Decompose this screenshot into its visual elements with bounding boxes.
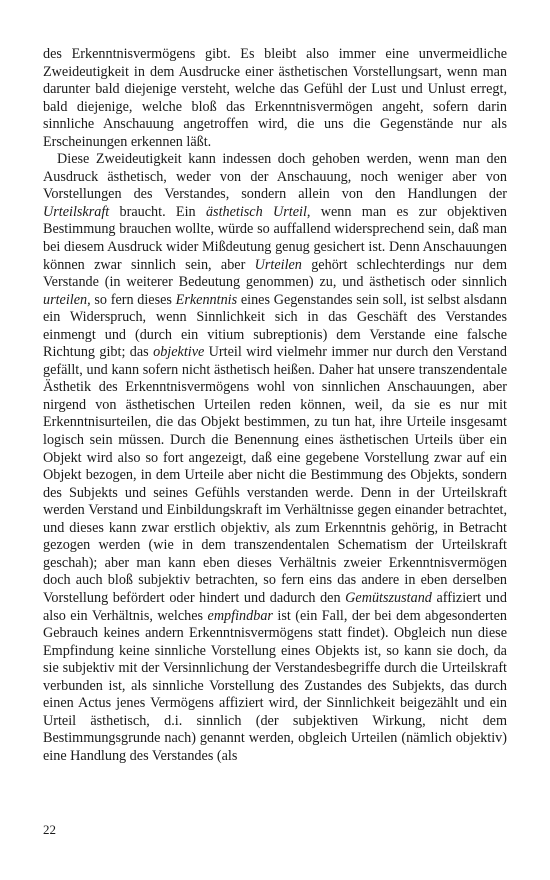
- paragraph: [43, 151, 507, 765]
- body-text: , wenn man es zur objektiven Bestimmung brauchen wollte, würde so auffallend widersprechend sein, daß man bei diesem Ausdruck wider Mißdeutung genug gesichert ist. Denn Anschauungen können zwar sinnlich sein, aber: [43, 203, 507, 273]
- body-text: eines Gegenstandes sein soll, ist selbst alsdann ein Widerspruch, wenn Sinnlichkeit sich in das Geschäft des Verstandes einmengt und (durch ein vitium subreptionis) dem Verstande eine falsche Richtung gibt; das: [43, 291, 507, 361]
- emphasis-text: Gemütszustand: [345, 589, 432, 606]
- emphasis-text: ästhetisch Urteil: [205, 203, 307, 220]
- emphasis-text: Erkenntnis: [175, 291, 238, 308]
- page-number: 22: [43, 822, 56, 837]
- emphasis-text: urteilen: [43, 291, 88, 308]
- body-text: Diese Zweideutigkeit kann indessen doch gehoben werden, wenn man den Ausdruck ästhetisch, weder von der Anschauung, noch weniger aber von Vorstellungen des Verstandes, sondern allein von den Handlungen der: [43, 151, 507, 203]
- emphasis-text: Urteilskraft: [43, 203, 110, 220]
- body-text: braucht. Ein: [109, 203, 206, 220]
- body-text: gehört schlechterdings nur dem Verstande (in weiterer Bedeutung genommen) zu, und ästhetisch oder sinnlich: [43, 256, 507, 291]
- text-body: [43, 46, 507, 765]
- emphasis-text: empfindbar: [207, 607, 273, 624]
- body-text: , so fern dieses: [87, 291, 176, 308]
- body-text: Urteil wird vielmehr immer nur durch den Verstand gefällt, und kann sofern nicht ästhetisch heißen. Daher hat unsere transzendentale Ästhetik des Erkenntnisvermögens wohl von sinnlichen Anschauungen, aber nirgend von ästhetischen Urteilen reden können, weil, da sie es nur mit Erkenntnisurteilen, die das Objekt bestimmen, zu tun hat, ihre Urteile insgesamt logisch sein müssen. Durch die Benennung eines ästhetischen Urteils über ein Objekt wird also so fort angezeigt, daß eine gegebene Vorstellung zwar auf ein Objekt bezogen, in dem Urteile aber nicht die Bestimmung des Objekts, sondern des Subjekts und seines Gefühls verstanden werde. Denn in der Urteilskraft werden Verstand und Einbildungskraft im Verhältnisse gegen einander betrachtet, und dieses kann zwar erstlich objektiv, als zum Erkenntnis gehörig, in Betracht gezogen werden (wie in dem transzendentalen Schematism der Urteilskraft geschah); aber man kann eben dieses Verhältnis zweier Erkenntnisvermögen doch auch bloß subjektiv betrachten, so fern eins das andere in eben derselben Vorstellung befördert oder hindert und dadurch den: [43, 344, 507, 606]
- emphasis-text: Urteilen: [254, 256, 302, 273]
- body-text: ist (ein Fall, der bei dem abgesonderten Gebrauch keines andern Erkenntnisvermögens statt findet). Obgleich nun diese Empfindung keine sinnliche Vorstellung eines Objekts ist, so kann sie doch, da sie subjektiv mit der Versinnlichung der Verstandesbegriffe durch die Urteilskraft verbunden ist, als sinnliche Vorstellung des Zustandes des Subjekts, das durch einen Actus jenes Vermögens affiziert wird, der Sinnlichkeit beigezählt und ein Urteil ästhetisch, d.i. sinnlich (der subjektiven Wirkung, nicht dem Bestimmungsgrunde nach) genannt werden, obgleich Urteilen (nämlich objektiv) eine Handlung des Verstandes (als: [43, 607, 507, 764]
- body-text: des Erkenntnisvermögens gibt. Es bleibt also immer eine unvermeidliche Zweideutigkeit in dem Ausdrucke einer ästhetischen Vorstellungsart, wenn man darunter bald diejenige versteht, welche das Gefühl der Lust und Unlust erregt, bald diejenige, welche bloß das Erkenntnisvermögen angeht, sofern darin sinnliche Anschauung angetroffen wird, die uns die Gegenstände nur als Erscheinungen erkennen läßt.: [43, 46, 507, 150]
- emphasis-text: objektive: [153, 344, 205, 361]
- paragraph: [43, 46, 507, 151]
- body-text: affiziert und also ein Verhältnis, welches: [43, 589, 507, 624]
